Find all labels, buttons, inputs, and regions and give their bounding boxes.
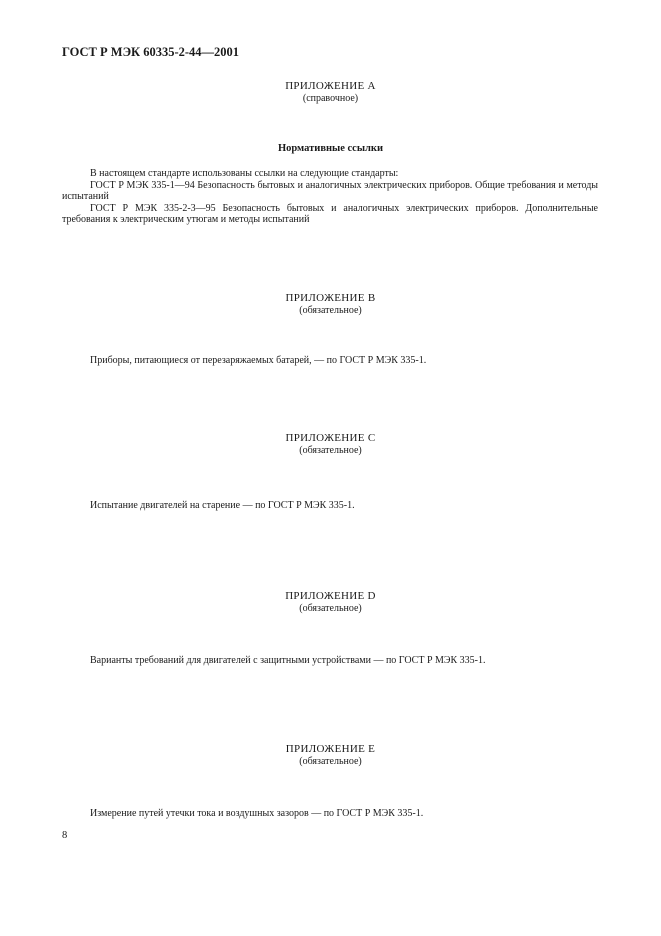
appendix-d-title: ПРИЛОЖЕНИЕ D: [285, 590, 376, 602]
document-code-header: ГОСТ Р МЭК 60335-2-44—2001: [62, 45, 240, 59]
page-number: 8: [62, 830, 68, 841]
appendix-e-type: (обязательное): [299, 756, 362, 767]
appendix-b-text: Приборы, питающиеся от перезаряжаемых батарей, — по ГОСТ Р МЭК 335-1.: [90, 355, 427, 366]
appendix-b-type: (обязательное): [299, 305, 362, 316]
appendix-c-type: (обязательное): [299, 445, 362, 456]
normative-references-heading: Нормативные ссылки: [277, 143, 384, 154]
appendix-c-text: Испытание двигателей на старение — по ГОСТ Р МЭК 335-1.: [90, 500, 355, 511]
normative-references-text: [62, 168, 598, 226]
appendix-c-title: ПРИЛОЖЕНИЕ С: [285, 432, 376, 444]
appendix-b-title: ПРИЛОЖЕНИЕ В: [285, 292, 376, 304]
appendix-e-title: ПРИЛОЖЕНИЕ Е: [285, 743, 376, 755]
appendix-a-type: (справочное): [302, 93, 359, 104]
appendix-e-text: Измерение путей утечки тока и воздушных зазоров — по ГОСТ Р МЭК 335-1.: [90, 808, 424, 819]
reference-gost-335-1: ГОСТ Р МЭК 335-1—94 Безопасность бытовых и аналогичных электрических приборов. Общие требования и методы испытаний: [62, 179, 598, 203]
reference-gost-335-2-3: ГОСТ Р МЭК 335-2-3—95 Безопасность бытовых и аналогичных электрических приборов. Дополнительные требования к электрическим утюгам и методы испытаний: [62, 202, 598, 226]
appendix-d-text: Варианты требований для двигателей с защитными устройствами — по ГОСТ Р МЭК 335-1.: [90, 655, 486, 666]
appendix-d-type: (обязательное): [299, 603, 362, 614]
appendix-a-title: ПРИЛОЖЕНИЕ А: [285, 80, 376, 92]
references-intro: В настоящем стандарте использованы ссылки на следующие стандарты:: [90, 168, 399, 179]
